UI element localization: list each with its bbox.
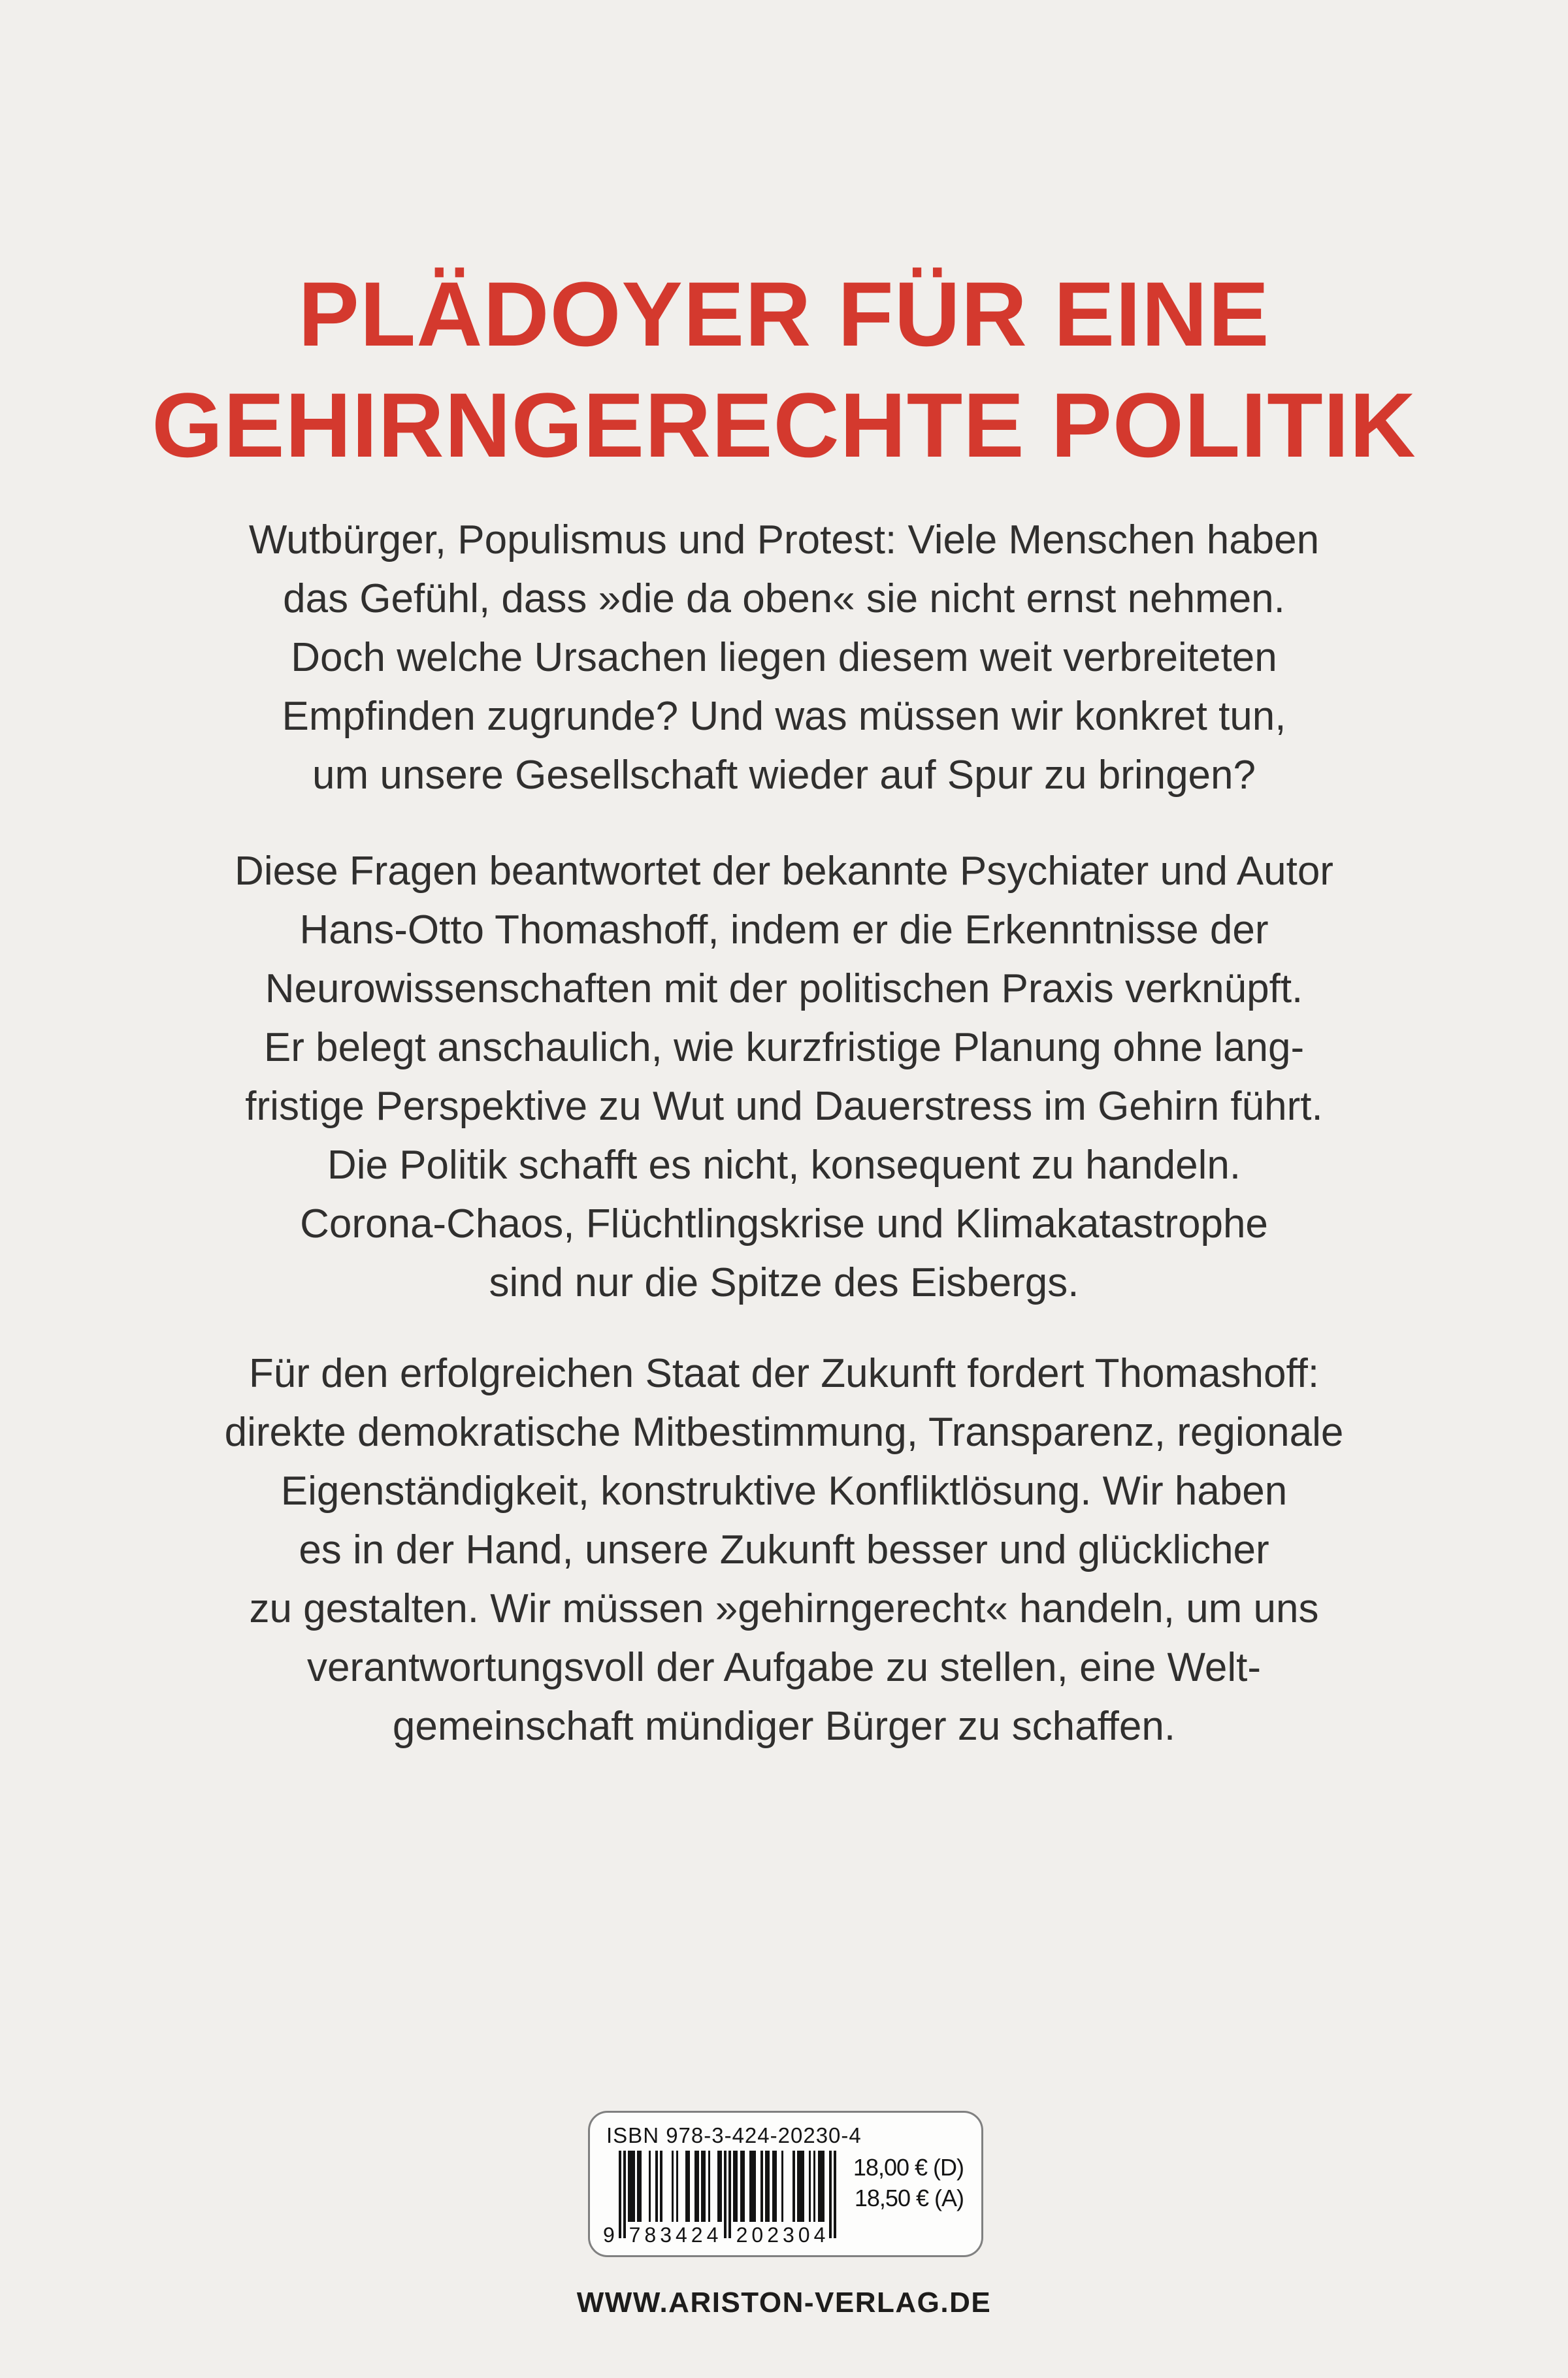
barcode-bar [802, 2151, 804, 2222]
price-germany: 18,00 € (D) [853, 2154, 964, 2181]
barcode-bar [760, 2151, 763, 2222]
price-austria: 18,50 € (A) [854, 2185, 964, 2211]
barcode-bar [792, 2151, 795, 2222]
barcode-bar [823, 2151, 825, 2222]
blurb-paragraph-3 [0, 1344, 1568, 1756]
blurb-paragraph-1 [0, 511, 1568, 805]
barcode-bar [781, 2151, 784, 2222]
blurb-line: sind nur die Spitze des Eisbergs. [489, 1260, 1079, 1305]
barcode-bar [660, 2151, 662, 2222]
blurb-line: Die Politik schafft es nicht, konsequent zu handeln. [327, 1143, 1241, 1188]
barcode-bar [655, 2151, 658, 2222]
barcode-digits-left-group: 783424 [629, 2223, 723, 2247]
blurb-line: Für den erfolgreichen Staat der Zukunft fordert Thomashoff: [248, 1351, 1320, 1396]
price-block [853, 2152, 964, 2213]
blurb-line: gemeinschaft mündiger Bürger zu schaffen. [392, 1704, 1176, 1749]
blurb-line: Er belegt anschaulich, wie kurzfristige Planung ohne lang- [263, 1025, 1305, 1070]
blurb-line: Eigenständigkeit, konstruktive Konfliktlösung. Wir haben [280, 1469, 1288, 1514]
blurb-line: fristige Perspektive zu Wut und Dauerstress im Gehirn führt. [245, 1084, 1323, 1129]
barcode-bar [742, 2151, 745, 2222]
barcode-bar [623, 2151, 626, 2238]
blurb-line: direkte demokratische Mitbestimmung, Transparenz, regionale [224, 1410, 1344, 1455]
barcode-bar [813, 2151, 816, 2222]
blurb-line: Neurowissenschaften mit der politischen Praxis verknüpft. [265, 966, 1303, 1011]
publisher-website-url: WWW.ARISTON-VERLAG.DE [576, 2287, 992, 2319]
barcode-bar [736, 2151, 738, 2222]
barcode-bar [649, 2151, 651, 2222]
barcode-bar [619, 2151, 621, 2238]
blurb-line: um unsere Gesellschaft wieder auf Spur zu bringen? [312, 753, 1256, 798]
headline [0, 259, 1568, 481]
blurb-line: zu gestalten. Wir müssen »gehirngerecht« handeln, um uns [249, 1586, 1319, 1631]
blurb-line: Empfinden zugrunde? Und was müssen wir konkret tun, [282, 694, 1286, 739]
barcode-bar [834, 2151, 836, 2238]
barcode-bar [632, 2151, 635, 2222]
blurb-line: Wutbürger, Populismus und Protest: Viele Menschen haben [248, 517, 1320, 562]
headline-line-1: PLÄDOYER FÜR EINE [298, 263, 1270, 365]
blurb-line: Corona-Chaos, Flüchtlingskrise und Klimakatastrophe [300, 1201, 1268, 1246]
barcode-bar [687, 2151, 690, 2222]
barcode-bar [640, 2151, 642, 2222]
blurb-paragraph-2 [0, 842, 1568, 1312]
barcode-bar [708, 2151, 711, 2222]
barcode-bar [809, 2151, 811, 2222]
blurb-line: Doch welche Ursachen liegen diesem weit verbreiteten [291, 635, 1277, 680]
barcode-bar [774, 2151, 777, 2222]
blurb-line: Hans-Otto Thomashoff, indem er die Erkenntnisse der [299, 907, 1269, 953]
barcode-bar [728, 2151, 731, 2238]
blurb-line: verantwortungsvoll der Aufgabe zu stellen, eine Welt- [306, 1645, 1262, 1690]
barcode-digit-lead: 9 [603, 2223, 615, 2247]
barcode-bar [719, 2151, 722, 2222]
isbn-label: ISBN 978-3-424-20230-4 [606, 2123, 862, 2147]
barcode-bar [672, 2151, 674, 2222]
barcode-bar [754, 2151, 757, 2222]
barcode-bar [696, 2151, 699, 2222]
barcode-bar [768, 2151, 770, 2222]
barcode-box [588, 2111, 983, 2257]
blurb-line: es in der Hand, unsere Zukunft besser und glücklicher [299, 1527, 1269, 1572]
barcode-bar [676, 2151, 679, 2222]
blurb-line: Diese Fragen beantwortet der bekannte Psychiater und Autor [235, 849, 1333, 894]
headline-line-2: GEHIRNGERECHTE POLITIK [152, 374, 1416, 476]
barcode-bar [704, 2151, 706, 2222]
barcode-digits-right-group: 202304 [736, 2223, 830, 2247]
blurb-line: das Gefühl, dass »die da oben« sie nicht ernst nehmen. [283, 576, 1285, 621]
